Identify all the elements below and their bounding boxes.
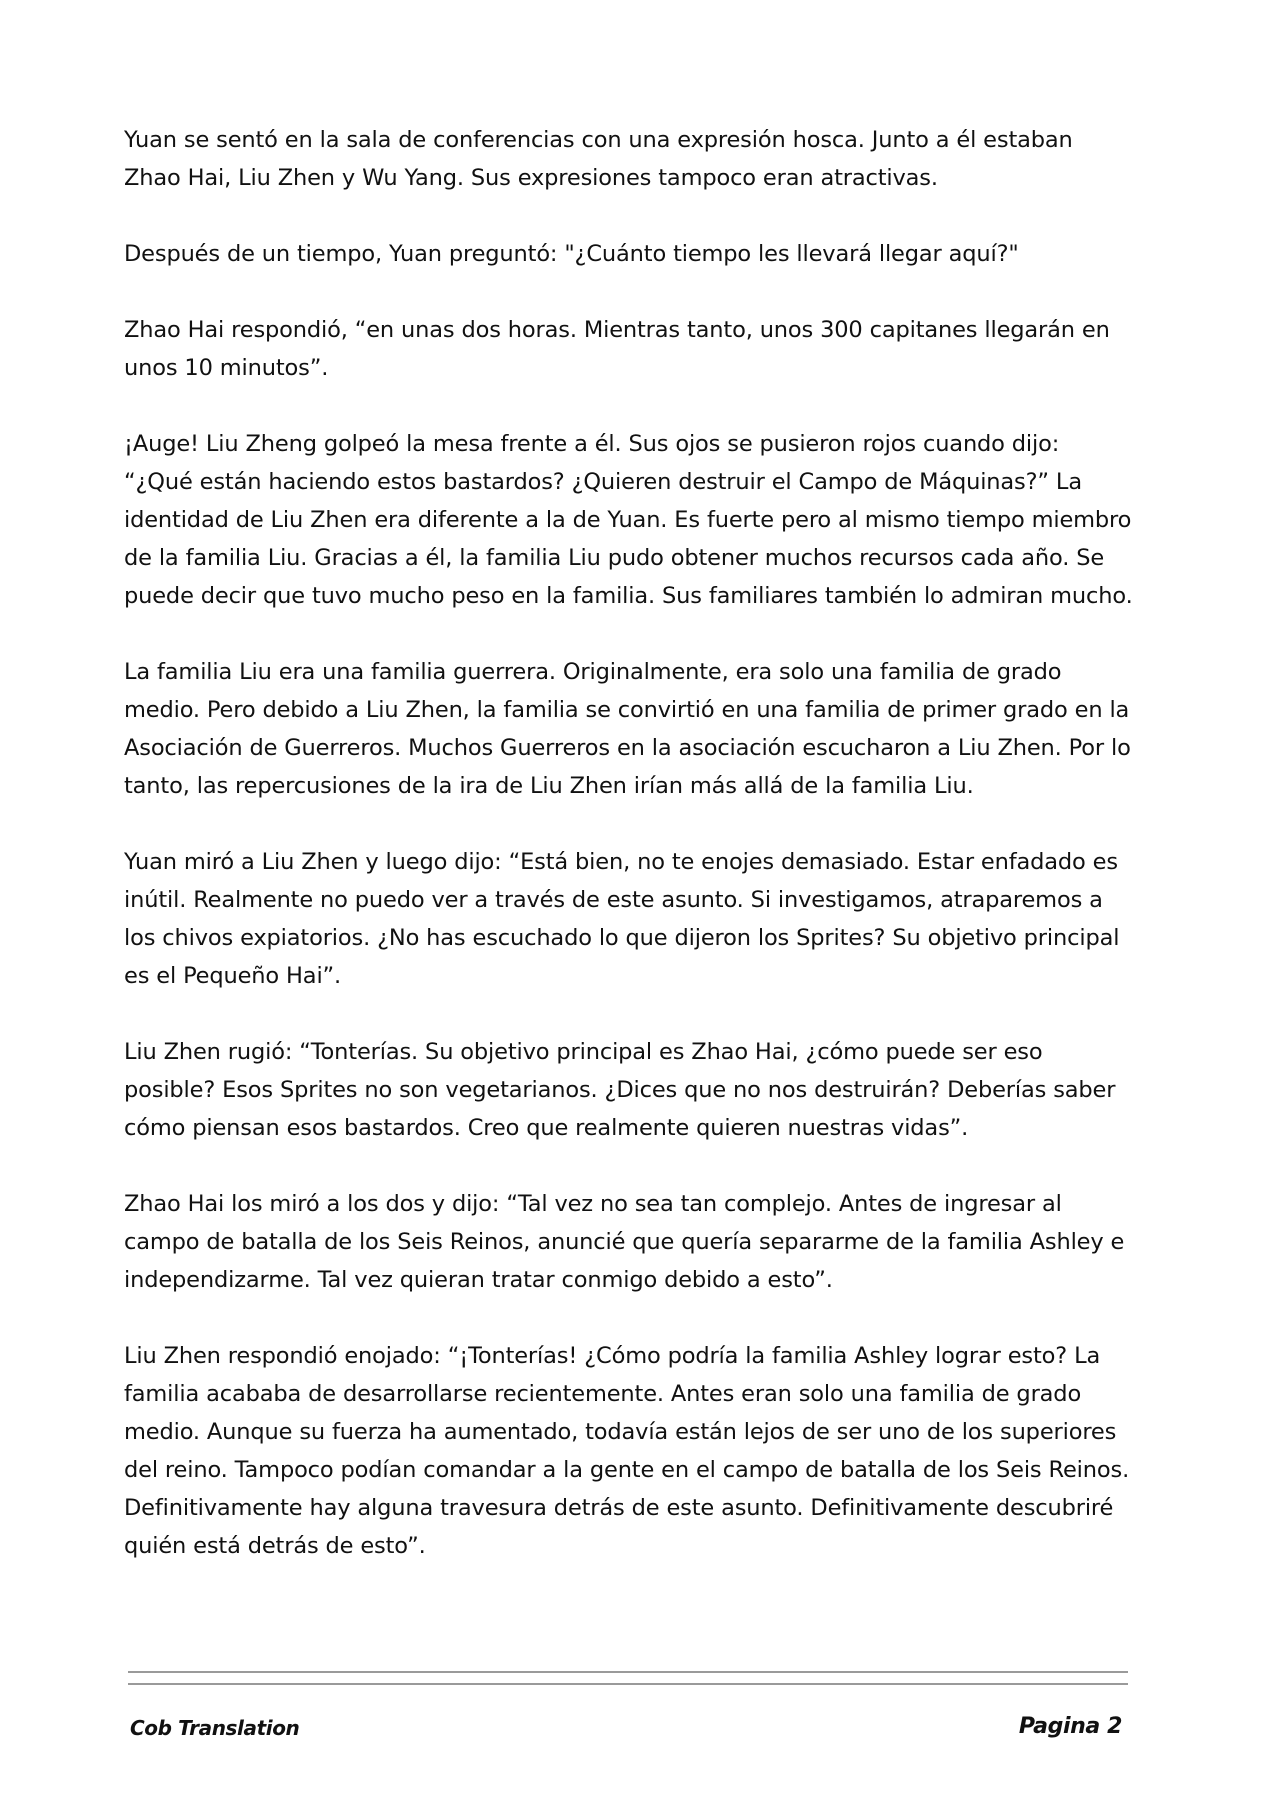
paragraph: Yuan miró a Liu Zhen y luego dijo: “Está bien, no te enojes demasiado. Estar enfadado es inútil. Realmente no puedo ver a través de este asunto. Si investigamos, atraparemos a los chivos expiatorios. ¿No has escuchado lo que dijeron los Sprites? Su objetivo principal es el Pequeño Hai”. — [124, 849, 1120, 989]
footer-translator-name: Cob Translation — [130, 1716, 300, 1740]
paragraph: ¡Auge! Liu Zheng golpeó la mesa frente a él. Sus ojos se pusieron rojos cuando dijo: “¿Qué están haciendo estos bastardos? ¿Quieren destruir el Campo de Máquinas?” La identidad de Liu Zhen era diferente a la de Yuan. Es fuerte pero al mismo tiempo miembro de la familia Liu. Gracias a él, la familia Liu pudo obtener muchos recursos cada año. Se puede decir que tuvo mucho peso en la familia. Sus familiares también lo admiran mucho. — [124, 431, 1133, 609]
paragraph: Yuan se sentó en la sala de conferencias con una expresión hosca. Junto a él estaban Zhao Hai, Liu Zhen y Wu Yang. Sus expresiones tampoco eran atractivas. — [124, 127, 1073, 191]
footer-divider-top — [128, 1671, 1128, 1673]
paragraph: Zhao Hai respondió, “en unas dos horas. Mientras tanto, unos 300 capitanes llegarán en unos 10 minutos”. — [124, 317, 1110, 381]
paragraph: La familia Liu era una familia guerrera. Originalmente, era solo una familia de grado medio. Pero debido a Liu Zhen, la familia se convirtió en una familia de primer grado en la Asociación de Guerreros. Muchos Guerreros en la asociación escucharon a Liu Zhen. Por lo tanto, las repercusiones de la ira de Liu Zhen irían más allá de la familia Liu. — [124, 659, 1131, 799]
paragraph: Liu Zhen respondió enojado: “¡Tonterías! ¿Cómo podría la familia Ashley lograr esto? La familia acababa de desarrollarse recientemente. Antes eran solo una familia de grado medio. Aunque su fuerza ha aumentado, todavía están lejos de ser uno de los superiores del reino. Tampoco podían comandar a la gente en el campo de batalla de los Seis Reinos. Definitivamente hay alguna travesura detrás de este asunto. Definitivamente descubriré quién está detrás de esto”. — [124, 1343, 1130, 1559]
paragraph: Zhao Hai los miró a los dos y dijo: “Tal vez no sea tan complejo. Antes de ingresar al campo de batalla de los Seis Reinos, anuncié que quería separarme de la familia Ashley e independizarme. Tal vez quieran tratar conmigo debido a esto”. — [124, 1191, 1125, 1293]
paragraph: Liu Zhen rugió: “Tonterías. Su objetivo principal es Zhao Hai, ¿cómo puede ser eso posible? Esos Sprites no son vegetarianos. ¿Dices que no nos destruirán? Deberías saber cómo piensan esos bastardos. Creo que realmente quieren nuestras vidas”. — [124, 1039, 1116, 1141]
footer-divider-bottom — [128, 1683, 1128, 1685]
document-body — [124, 121, 1134, 1603]
paragraph: Después de un tiempo, Yuan preguntó: "¿Cuánto tiempo les llevará llegar aquí?" — [124, 241, 1019, 267]
footer-page-number: Pagina 2 — [1018, 1714, 1122, 1739]
